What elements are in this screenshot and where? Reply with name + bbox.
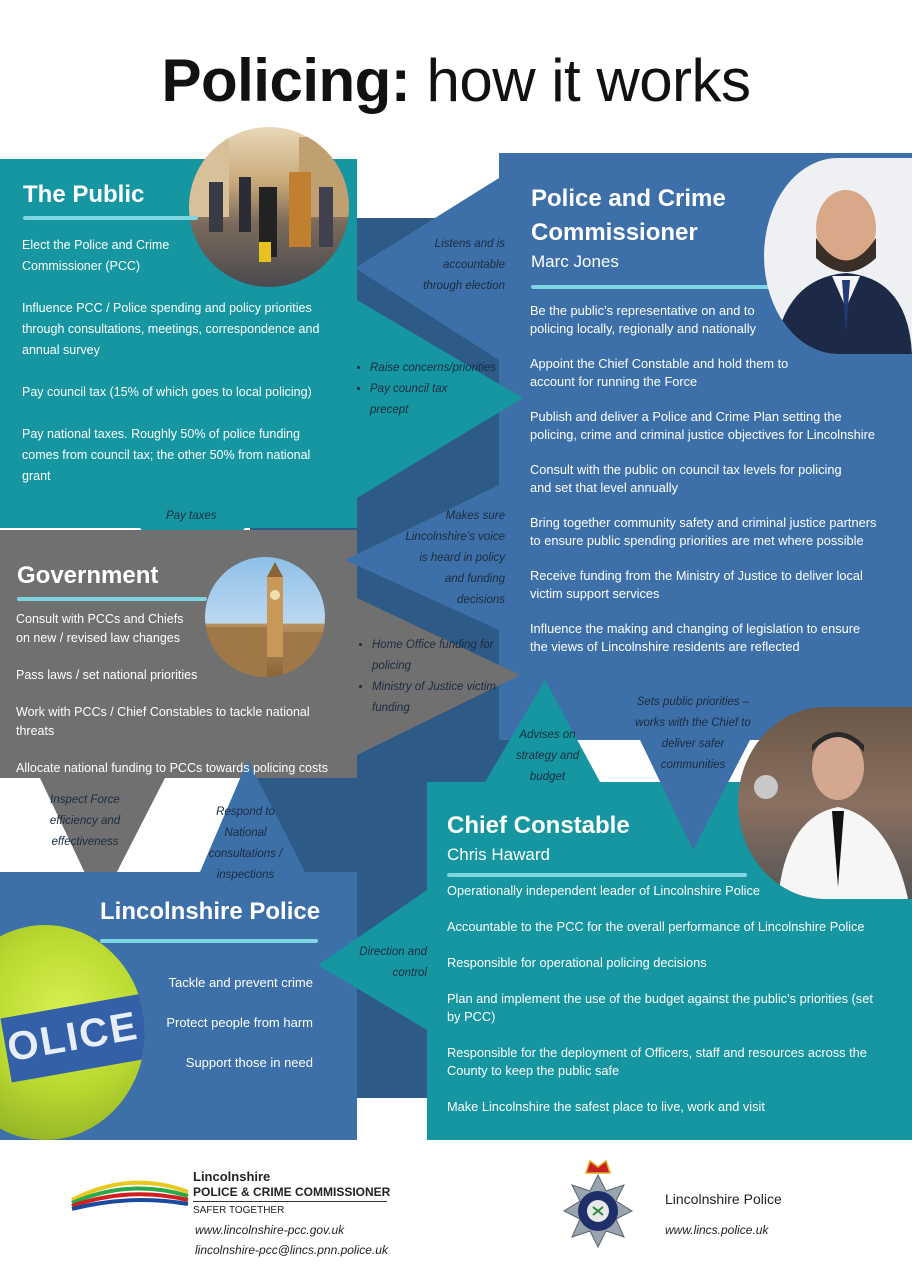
label-direction: Direction and control (359, 946, 427, 979)
chief-name: Chris Haward (447, 845, 550, 864)
pcc-item: Appoint the Chief Constable and hold them to account for running the Force (530, 356, 789, 389)
label-home-office-item: • Home Office funding for policing (372, 635, 497, 677)
chief-item: Responsible for operational policing decisions (447, 955, 707, 970)
chief-items (447, 882, 887, 1116)
government-item: Allocate national funding to PCCs towards policing costs (16, 761, 328, 775)
public-rule (23, 216, 198, 220)
label-advises: Advises on strategy and budget (515, 729, 580, 783)
public-item: Elect the Police and Crime Commissioner (PCC) (22, 238, 170, 273)
police-item: Protect people from harm (166, 1015, 313, 1030)
pcc-tagline: SAFER TOGETHER (193, 1205, 285, 1216)
pcc-item: Consult with the public on council tax levels for policing and set that level annually (530, 462, 842, 495)
public-heading: The Public (23, 181, 145, 208)
pcc-name: Marc Jones (531, 252, 619, 271)
police-name: Lincolnshire Police (665, 1191, 782, 1207)
police-rule (100, 939, 318, 943)
pcc-item: Publish and deliver a Police and Crime Plan setting the policing, crime and criminal justice objectives for Lincolnshire (530, 409, 875, 442)
label-sets-priorities: Sets public priorities – works with the Chief to deliver safer communities (635, 696, 751, 771)
public-item: Pay national taxes. Roughly 50% of police funding comes from council tax; the other 50% from national grant (22, 427, 311, 483)
government-item: Pass laws / set national priorities (16, 668, 198, 682)
pcc-item: Influence the making and changing of legislation to ensure the views of Lincolnshire residents are reflected (530, 621, 861, 654)
pcc-heading: Police and Crime Commissioner (531, 185, 726, 246)
government-items (16, 610, 346, 778)
label-makes-sure: Makes sure Lincolnshire’s voice is heard in policy and funding decisions (405, 510, 505, 606)
pcc-logo-divider (193, 1201, 387, 1202)
pcc-item: Be the public’s representative on and to policing locally, regionally and nationally (530, 303, 756, 336)
government-rule (17, 597, 207, 601)
pcc-photo (764, 158, 912, 354)
police-badge-icon (560, 1155, 636, 1250)
police-item: Tackle and prevent crime (168, 975, 313, 990)
chief-rule (447, 873, 747, 877)
label-raise-item: • Raise concerns/priorities (370, 358, 500, 379)
label-inspect: Inspect Force efficiency and effectiveness (49, 794, 121, 848)
page-title: Policing: how it works (161, 47, 751, 114)
public-item: Influence PCC / Police spending and policy priorities through consultations, meetings, correspondence and annual survey (22, 301, 320, 357)
label-home-office (358, 635, 497, 719)
label-home-office-item: • Ministry of Justice victim funding (372, 677, 497, 719)
police-items (150, 972, 313, 1073)
chief-heading: Chief Constable (447, 812, 630, 839)
government-heading: Government (17, 562, 159, 589)
pcc-website-link[interactable]: www.lincolnshire-pcc.gov.uk (195, 1223, 345, 1237)
police-heading: Lincolnshire Police (100, 898, 321, 925)
police-website-link[interactable]: www.lincs.police.uk (665, 1223, 769, 1237)
chief-item: Accountable to the PCC for the overall performance of Lincolnshire Police (447, 919, 865, 934)
vest-text: OLICE (4, 1003, 142, 1071)
label-listens: Listens and is accountable through election (423, 238, 505, 292)
government-item: Consult with PCCs and Chiefs on new / revised law changes (16, 612, 184, 645)
label-respond: Respond to National consultations / inspections (208, 806, 283, 881)
public-item: Pay council tax (15% of which goes to local policing) (22, 385, 312, 399)
pcc-item: Receive funding from the Ministry of Justice to deliver local victim support services (530, 568, 863, 601)
chief-item: Operationally independent leader of Lincolnshire Police (447, 883, 761, 898)
pcc-org-line2: POLICE & CRIME COMMISSIONER (193, 1185, 391, 1199)
label-pay-taxes: Pay taxes (166, 510, 217, 522)
label-raise (356, 358, 500, 421)
police-item: Support those in need (185, 1055, 313, 1070)
public-items (22, 235, 352, 487)
pcc-logo-swoosh (70, 1170, 190, 1212)
pcc-email-link[interactable]: lincolnshire-pcc@lincs.pnn.police.uk (195, 1243, 388, 1257)
pcc-items (530, 302, 895, 656)
chief-item: Plan and implement the use of the budget against the public’s priorities (set by PCC) (447, 991, 873, 1024)
chief-item: Make Lincolnshire the safest place to live, work and visit (447, 1099, 765, 1114)
pcc-item: Bring together community safety and criminal justice partners to ensure public spending priorities are met where possible (530, 515, 877, 548)
chief-item: Responsible for the deployment of Officers, staff and resources across the County to keep the public safe (447, 1045, 867, 1078)
government-item: Work with PCCs / Chief Constables to tackle national threats (16, 705, 310, 738)
chief-photo (738, 707, 912, 899)
pcc-rule (531, 285, 771, 289)
label-raise-item: • Pay council tax precept (370, 379, 460, 421)
pcc-org-line1: Lincolnshire (193, 1169, 271, 1184)
